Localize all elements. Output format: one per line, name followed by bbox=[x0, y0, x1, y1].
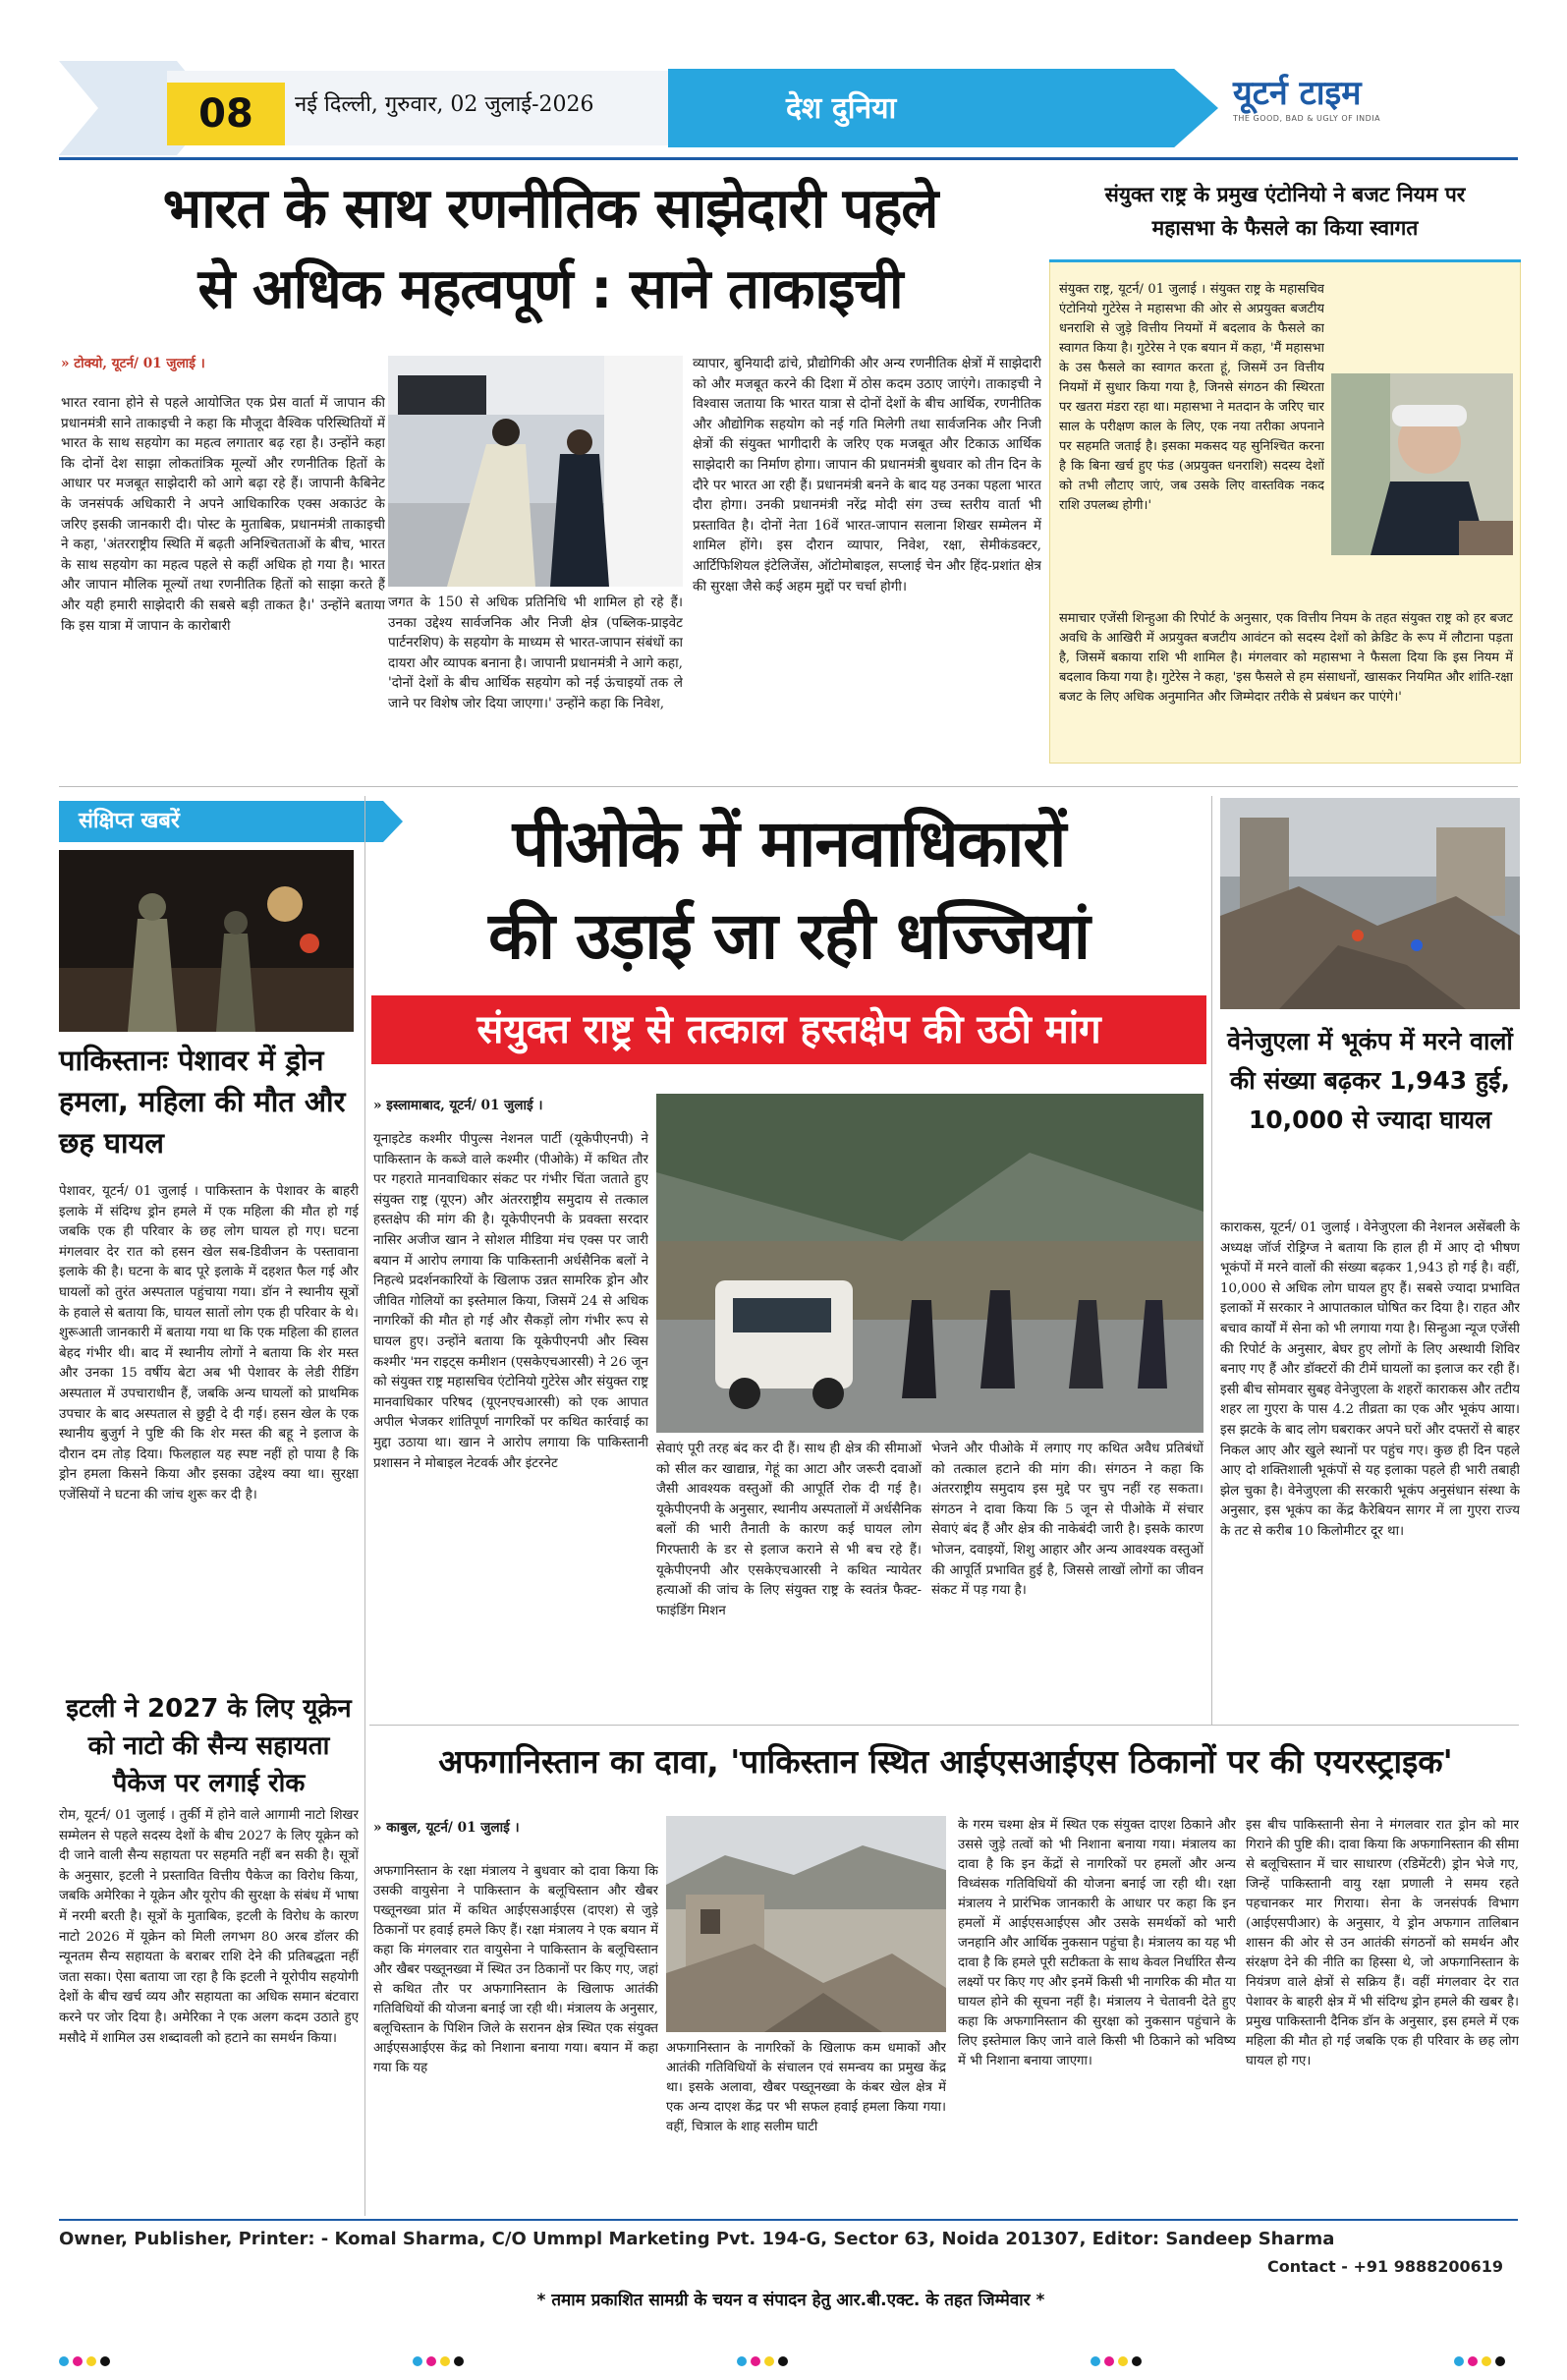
afghanistan-dateline: » काबुल, यूटर्न/ 01 जुलाई । bbox=[373, 1820, 520, 1836]
venezuela-photo bbox=[1220, 798, 1520, 1009]
pok-column-1: यूनाइटेड कश्मीर पीपुल्स नेशनल पार्टी (यूकेपीएनपी) ने पाकिस्तान के कब्जे वाले कश्मीर (पीओके) में कथित तौर पर गहराते मानवाधिकार संकट पर गंभीर चिंता जताते हुए संयुक्त राष्ट्र (यूएन) और अंतरराष्ट्रीय समुदाय से तत्काल हस्तक्षेप की मांग की है। यूकेपीएनपी के प्रवक्ता सरदार नासिर अजीज खान ने सोशल मीडिया मंच एक्स पर जारी बयान में आरोप लगाया कि पाकिस्तानी अर्धसैनिक बलों ने निहत्थे प्रदर्शनकारियों के खिलाफ उन्नत सामरिक ड्रोन और जीवित गोलियों का इस्तेमाल किया, जिसमें 24 से अधिक नागरिकों की मौत हो गई और सैकड़ों लोग गंभीर रूप से घायल हुए। उन्होंने बताया कि यूकेपीएनपी और स्विस कश्मीर 'मन राइट्स कमीशन (एसकेएचआरसी) ने 26 जून को संयुक्त राष्ट्र महासचिव एंटोनियो गुटेरेस और संयुक्त राष्ट्र मानवाधिकार परिषद (यूएनएचआरसी) को एक आपात अपील भेजकर शांतिपूर्ण नागरिकों पर कथित कार्रवाई का मुद्दा उठाया था। खान ने आरोप लगाया कि पाकिस्तानी प्रशासन ने मोबाइल नेटवर्क और इंटरनेट bbox=[373, 1132, 648, 1471]
pok-right-divider bbox=[1211, 796, 1212, 1725]
venezuela-headline: वेनेजुएला में भूकंप में मरने वालों की संख्या बढ़कर 1,943 हुई, 10,000 से ज्यादा घायल bbox=[1227, 1027, 1513, 1134]
lead-divider bbox=[59, 786, 1518, 787]
pok-headline-line2: की उड़ाई जा रही धज्जियां bbox=[488, 898, 1090, 974]
un-story-photo bbox=[1331, 373, 1513, 555]
brief-news-tab: संक्षिप्त खबरें bbox=[59, 801, 383, 842]
lead-headline-line2: से अधिक महत्वपूर्ण : साने ताकाइची bbox=[197, 257, 903, 321]
afghanistan-column-2: अफगानिस्तान के नागरिकों के खिलाफ कम धमाकों और आतंकी गतिविधियों के संचालन एवं समन्वय का प्रमुख केंद्र था। इसके अलावा, खैबर पख्तूनख्वा के कंबर खेल क्षेत्र में एक अन्य दाएश केंद्र पर भी सफल हवाई हमला किया गया। वहीं, चित्राल के शाह सलीम घाटी bbox=[666, 2041, 946, 2134]
afghanistan-photo bbox=[666, 1816, 946, 2032]
lead-headline bbox=[59, 169, 1041, 330]
lead-column-2: जगत के 150 से अधिक प्रतिनिधि भी शामिल हो रहे हैं। उनका उद्देश्य सार्वजनिक और निजी क्षेत्र (पब्लिक-प्राइवेट पार्टनरशिप) के सहयोग के माध्यम से भारत-जापान संबंधों का दायरा और व्यापक बनाना है। जापानी प्रधानमंत्री ने आगे कहा, 'दोनों देशों के बीच आर्थिक सहयोग को नई ऊंचाइयों तक ले जाने पर विशेष जोर दिया जाएगा।' उन्होंने कहा कि निवेश, bbox=[388, 595, 683, 711]
masthead bbox=[1233, 69, 1528, 147]
peshawar-body: पेशावर, यूटर्न/ 01 जुलाई । पाकिस्तान के पेशावर के बाहरी इलाके में संदिग्ध ड्रोन हमले में एक महिला की मौत हो गई जबकि एक ही परिवार के छह लोग घायल हो गए। घटना मंगलवार देर रात को हसन खेल सब-डिवीजन के पस्तावाना इलाके की है। घटना के बाद पूरे इलाके में दहशत फैल गई और घायलों को तुरंत अस्पताल पहुंचाया गया। डॉन ने स्थानीय सूत्रों के हवाले से बताया कि, घायल सातों लोग एक ही परिवार के थे। शुरूआती जानकारी में बताया गया था कि एक महिला की हालत बेहद गंभीर थी। बाद में स्थानीय लोगों ने बताया कि शेर मस्त और उनका 15 वर्षीय बेटा अब भी पेशावर के लेडी रीडिंग अस्पताल में उपचाराधीन हैं, जबकि अन्य घायलों को प्राथमिक उपचार के बाद अस्पताल से छुट्टी दे दी गई। हसन खेल के एक स्थानीय बुजुर्ग ने पुष्टि की कि शेर मस्त की बहू ने इलाज के दौरान दम तोड़ दिया। फिलहाल यह स्पष्ट नहीं हो पाया है कि ड्रोन हमला किसने किया और इसका उद्देश्य क्या था। सुरक्षा एजेंसियों ने घटना की जांच शुरू कर दी है। bbox=[59, 1184, 359, 1502]
pok-headline-line1: पीओके में मानवाधिकारों bbox=[512, 806, 1066, 881]
section-banner bbox=[668, 69, 1218, 147]
un-story-body-top: संयुक्त राष्ट्र, यूटर्न/ 01 जुलाई । संयुक्त राष्ट्र के महासचिव एंटोनियो गुटेरेस ने महासभा की ओर से अप्रयुक्त बजटीय धनराशि से जुड़े वित्तीय नियमों में बदलाव के फैसले का स्वागत किया है। गुटेरेस ने एक बयान में कहा, 'मैं महासभा के उस फैसले का स्वागत करता हूं, जिसमें उन वित्तीय नियमों में सुधार किया गया है, जिनसे संगठन की स्थिरता पर खतरा मंडरा रहा था। महासभा ने मतदान के जरिए चार साल के परीक्षण काल के लिए, एक नया तरीका अपनाने पर सहमति जताई है। इसका मकसद यह सुनिश्चित करना है कि बिना खर्च हुए फंड (अप्रयुक्त धनराशि) सदस्य देशों को तभी लौटाए जाएं, जब उसके लिए वास्तविक नकद राशि उपलब्ध होगी।' bbox=[1059, 282, 1324, 513]
afghanistan-column-1: अफगानिस्तान के रक्षा मंत्रालय ने बुधवार को दावा किया कि उसकी वायुसेना ने पाकिस्तान के बलूचिस्तान और खैबर पख्तूनख्वा प्रांत में कथित आईएसआईएस (दाएश) से जुड़े ठिकानों पर हवाई हमले किए हैं। रक्षा मंत्रालय ने एक बयान में कहा कि मंगलवार रात वायुसेना ने पाकिस्तान के बलूचिस्तान और खैबर पख्तूनख्वा में स्थित उन ठिकानों पर किए गए, जहां से कथित तौर पर अफगानिस्तान के खिलाफ आतंकी गतिविधियों की योजना बनाई जा रही थी। मंत्रालय के अनुसार, बलूचिस्तान के पिशिन जिले के सरानन क्षेत्र स्थित एक संयुक्त आईएसआईएस केंद्र को निशाना बनाया गया। बयान में कहा गया कि यह bbox=[373, 1864, 658, 2075]
venezuela-body: काराकस, यूटर्न/ 01 जुलाई । वेनेजुएला की नेशनल असेंबली के अध्यक्ष जॉर्ज रोड्रिग्ज ने बताया कि हाल ही में आए दो भीषण भूकंपों में मरने वालों की संख्या बढ़कर 1,943 हो गई है। वहीं, 10,000 से अधिक लोग घायल हुए हैं। सबसे ज्यादा प्रभावित इलाकों में सरकार ने आपातकाल घोषित कर दिया है। राहत और बचाव कार्यों में सेना को भी लगाया गया है। सिन्हुआ न्यूज एजेंसी की रिपोर्ट के अनुसार, बेघर हुए लोगों के लिए अस्थायी शिविर बनाए गए हैं और डॉक्टरों की टीमें घायलों का इलाज कर रही हैं। इसी बीच सोमवार सुबह वेनेजुएला के शहरों काराकस और तटीय शहर ला गुएरा के पास 4.2 तीव्रता का एक और भूकंप आया। इस झटके के बाद लोग घबराकर अपने घरों और दफ्तरों से बाहर निकल आए और खुले स्थानों पर पहुंच गए। कुछ ही दिन पहले आए दो शक्तिशाली भूकंपों से यह इलाका पहले ही भारी तबाही झेल चुका है। वेनेजुएला की सरकारी भूकंप अनुसंधान संस्था के अनुसार, इस भूकंप का केंद्र कैरेबियन सागर में ला गुएरा राज्य के तट से करीब 10 किलोमीटर दूर था। bbox=[1220, 1220, 1520, 1539]
pok-dateline: » इस्लामाबाद, यूटर्न/ 01 जुलाई । bbox=[373, 1098, 543, 1113]
footer-contact: Contact - +91 9888200619 bbox=[1267, 2257, 1504, 2276]
page-number-badge: 08 bbox=[167, 83, 285, 145]
lead-headline-line1: भारत के साथ रणनीतिक साझेदारी पहले bbox=[162, 177, 938, 241]
registration-dots-3 bbox=[737, 2356, 788, 2366]
dateline: नई दिल्ली, गुरुवार, 02 जुलाई-2026 bbox=[295, 92, 594, 117]
lead-column-3: व्यापार, बुनियादी ढांचे, प्रौद्योगिकी और अन्य रणनीतिक क्षेत्रों में साझेदारी को और मजबूत करने की दिशा में ठोस कदम उठाए जाएंगे। ताकाइची ने विश्वास जताया कि भारत यात्रा से दोनों देशों के बीच आर्थिक, रणनीतिक और औद्योगिक सहयोग को नई गति मिलेगी तथा सार्वजनिक और निजी क्षेत्रों की संयुक्त भागीदारी के जरिए एक मजबूत और टिकाऊ आर्थिक साझेदारी का निर्माण होगा। जापान की प्रधानमंत्री बुधवार को तीन दिन के दौरे पर भारत आ रही हैं। प्रधानमंत्री बनने के बाद यह उनका पहला भारत दौरा होगा। उनकी प्रधानमंत्री नरेंद्र मोदी संग उच्च स्तरीय वार्ता भी प्रस्तावित है। दोनों नेता 16वें भारत-जापान सलाना शिखर सम्मेलन में शामिल होंगे। इस दौरान व्यापार, निवेश, रक्षा, सेमीकंडक्टर, आर्टिफिशियल इंटेलिजेंस, ऑटोमोबाइल, सप्लाई चेन और हिंद-प्रशांत क्षेत्र की सुरक्षा जैसे कई अहम मुद्दों पर चर्चा होगी। bbox=[693, 356, 1041, 595]
registration-dots-right bbox=[1454, 2356, 1505, 2366]
footer-owner-line: Owner, Publisher, Printer: - Komal Sharma, C/O Ummpl Marketing Pvt. 194-G, Sector 63, Noida 201307, Editor: Sandeep Sharma bbox=[59, 2229, 1335, 2249]
peshawar-headline: पाकिस्तानः पेशावर में ड्रोन हमला, महिला की मौत और छह घायल bbox=[59, 1044, 346, 1160]
pok-photo bbox=[656, 1094, 1203, 1433]
afghanistan-column-4: इस बीच पाकिस्तानी सेना ने मंगलवार रात ड्रोन को मार गिराने की पुष्टि की। दावा किया कि अफगानिस्तान की सीमा से बलूचिस्तान में चार साधारण (रडिमेंटरी) ड्रोन भेजे गए, जिन्हें पाकिस्तानी वायु रक्षा प्रणाली ने समय रहते पहचानकर मार गिराया। सेना के जनसंपर्क विभाग (आईएसपीआर) के अनुसार, ये ड्रोन अफगान तालिबान शासन की ओर से उन आतंकी संगठनों को समर्थन और संरक्षण देने की नीति का हिस्सा थे, जो अफगानिस्तान के नियंत्रण वाले क्षेत्रों से सक्रिय हैं। वहीं मंगलवार देर रात पेशावर के बाहरी क्षेत्र में भी संदिग्ध ड्रोन हमले की खबर है। प्रमुख पाकिस्तानी दैनिक डॉन के अनुसार, इस हमले में एक महिला की मौत हो गई जबकि एक ही परिवार के छह लोग घायल हो गए। bbox=[1246, 1818, 1519, 2068]
afghanistan-divider bbox=[369, 1725, 1519, 1726]
un-story-headline: संयुक्त राष्ट्र के प्रमुख एंटोनियो ने बजट नियम पर महासभा के फैसले का किया स्वागत bbox=[1049, 164, 1521, 262]
lead-column-1: भारत रवाना होने से पहले आयोजित एक प्रेस वार्ता में जापान की प्रधानमंत्री साने ताकाइची ने कहा कि मौजूदा वैश्विक परिस्थितियों में भारत के साथ सहयोग का महत्व लगातार बढ़ रहा है। उन्होंने कहा कि दोनों देश साझा लोकतांत्रिक मूल्यों और रणनीतिक हितों के आधार पर मजबूत साझेदारी को आगे बढ़ा रहे हैं। जापानी कैबिनेट के जनसंपर्क अधिकारी ने अपने आधिकारिक एक्स अकाउंट के जरिए इसकी जानकारी दी। पोस्ट के मुताबिक, प्रधानमंत्री ताकाइची ने कहा, 'अंतरराष्ट्रीय स्थिति में बढ़ती अनिश्चितताओं के बीच, भारत के साथ सहयोग का महत्व पहले से कहीं अधिक हो गया है। भारत और जापान मौलिक मूल्यों तथा रणनीतिक हितों को साझा करते हैं और यही हमारी साझेदारी की सबसे बड़ी ताकत है।' उन्होंने बताया कि इस यात्रा में जापान के कारोबारी bbox=[61, 395, 385, 634]
footer-rule bbox=[59, 2219, 1518, 2221]
footer-note: * तमाम प्रकाशित सामग्री के चयन व संपादन हेतु आर.बी.एक्ट. के तहत जिम्मेवार * bbox=[536, 2291, 1045, 2310]
registration-dots-left bbox=[59, 2356, 110, 2366]
italy-headline: इटली ने 2027 के लिए यूक्रेन को नाटो की सैन्य सहायता पैकेज पर लगाई रोक bbox=[66, 1694, 352, 1798]
italy-body: रोम, यूटर्न/ 01 जुलाई । तुर्की में होने वाले आगामी नाटो शिखर सम्मेलन से पहले सदस्य देशों के बीच 2027 के लिए यूक्रेन को दी जाने वाली सैन्य सहायता पर सहमति नहीं बन सकी है। सूत्रों के अनुसार, इटली ने प्रस्तावित वित्तीय पैकेज का विरोध किया, जबकि अमेरिका ने यूक्रेन और यूरोप की सुरक्षा के संबंध में भाषा में नरमी बरती है। सूत्रों के मुताबिक, इटली के विरोध के कारण नाटो 2026 में यूक्रेन को मिली लगभग 80 अरब डॉलर की न्यूनतम सैन्य सहायता के बराबर राशि देने की प्रतिबद्धता नहीं जता सका। ऐसा बताया जा रहा है कि इटली ने यूरोपीय सहयोगी देशों के बीच खर्च व्यय और सहायता का अधिक समान बंटवारा करने पर जोर दिया है। अमेरिका ने एक अलग कदम उठाते हुए मसौदे में शामिल उस शब्दावली को हटाने का समर्थन किया। bbox=[59, 1808, 359, 2046]
pok-headline bbox=[371, 798, 1206, 983]
afghanistan-headline: अफगानिस्तान का दावा, 'पाकिस्तान स्थित आईएसआईएस ठिकानों पर की एयरस्ट्राइक' bbox=[438, 1742, 1453, 1781]
peshawar-photo bbox=[59, 850, 354, 1032]
afghanistan-column-3: के गरम चश्मा क्षेत्र में स्थित एक संयुक्त दाएश ठिकाने और उससे जुड़े तत्वों को भी निशाना बनाया गया। मंत्रालय का दावा है कि इन केंद्रों से नागरिकों पर हमलों और अन्य विध्वंसक गतिविधियों की योजना बनाई जा रही थी। रक्षा मंत्रालय ने प्रारंभिक जानकारी के आधार पर कहा कि इन हमलों में आईएसआईएस और उसके समर्थकों को भारी जनहानि और आर्थिक नुकसान पहुंचा है। मंत्रालय का यह भी दावा है कि हमले पूरी सटीकता के साथ केवल निर्धारित सैन्य लक्ष्यों पर किए गए और इनमें किसी भी नागरिक की मौत या घायल होने की सूचना नहीं है। मंत्रालय ने चेतावनी देते हुए कहा कि अफगानिस्तान की सुरक्षा को नुकसान पहुंचाने के लिए इस्तेमाल किए जाने वाले किसी भी ठिकाने को भविष्य में भी निशाना बनाया जाएगा। bbox=[958, 1818, 1236, 2068]
brand-name: यूटर्न टाइम bbox=[1233, 74, 1362, 113]
brand-tagline: THE GOOD, BAD & UGLY OF INDIA bbox=[1233, 114, 1381, 123]
registration-dots-2 bbox=[413, 2356, 464, 2366]
section-title: देश दुनिया bbox=[786, 91, 897, 126]
pok-subheadline: संयुक्त राष्ट्र से तत्काल हस्तक्षेप की उठी मांग bbox=[371, 995, 1206, 1064]
header-rule bbox=[59, 157, 1518, 160]
lead-photo bbox=[388, 356, 683, 587]
lead-dateline: » टोक्यो, यूटर्न/ 01 जुलाई । bbox=[61, 356, 205, 371]
pok-column-2: सेवाएं पूरी तरह बंद कर दी हैं। साथ ही क्षेत्र की सीमाओं को सील कर खाद्यान्न, गेहूं का आटा और जरूरी दवाओं जैसी आवश्यक वस्तुओं की आपूर्ति रोक दी गई है। यूकेपीएनपी के अनुसार, स्थानीय अस्पतालों में अर्धसैनिक बलों की भारी तैनाती के कारण कई घायल लोग गिरफ्तारी के डर से इलाज कराने से भी बच रहे हैं। यूकेपीएनपी और एसकेएचआरसी ने कथित न्यायेतर हत्याओं की जांच के लिए संयुक्त राष्ट्र के स्वतंत्र फैक्ट-फाइंडिंग मिशन bbox=[656, 1442, 922, 1618]
briefs-divider bbox=[364, 796, 365, 2216]
pok-column-3: भेजने और पीओके में लगाए गए कथित अवैध प्रतिबंधों को तत्काल हटाने की मांग की। संगठन ने कहा कि अंतरराष्ट्रीय समुदाय इस मुद्दे पर चुप नहीं रह सकता। संगठन ने दावा किया कि 5 जून से पीओके में संचार सेवाएं बंद हैं और क्षेत्र की नाकेबंदी जारी है। इसके कारण भोजन, दवाइयों, शिशु आहार और अन्य आवश्यक वस्तुओं की आपूर्ति प्रभावित हुई है, जिससे लाखों लोगों का जीवन संकट में पड़ गया है। bbox=[931, 1442, 1203, 1599]
un-story-body-bottom: समाचार एजेंसी शिन्हुआ की रिपोर्ट के अनुसार, एक वित्तीय नियम के तहत संयुक्त राष्ट्र को हर बजट अवधि के आखिरी में अप्रयुक्त बजटीय आवंटन को सदस्य देशों को क्रेडिट के रूप में लौटाना पड़ता है, जिसमें बकाया राशि भी शामिल है। मंगलवार को महासभा ने फैसला दिया कि इस नियम में बदलाव किया गया है। गुटेरेस ने कहा, 'इस फैसले से हम संसाधनों, खासकर नियमित और शांति-रक्षा बजट के लिए अधिक अनुमानित और जिम्मेदार तरीके से प्रबंधन कर पाएंगे।' bbox=[1059, 611, 1513, 705]
registration-dots-4 bbox=[1091, 2356, 1142, 2366]
